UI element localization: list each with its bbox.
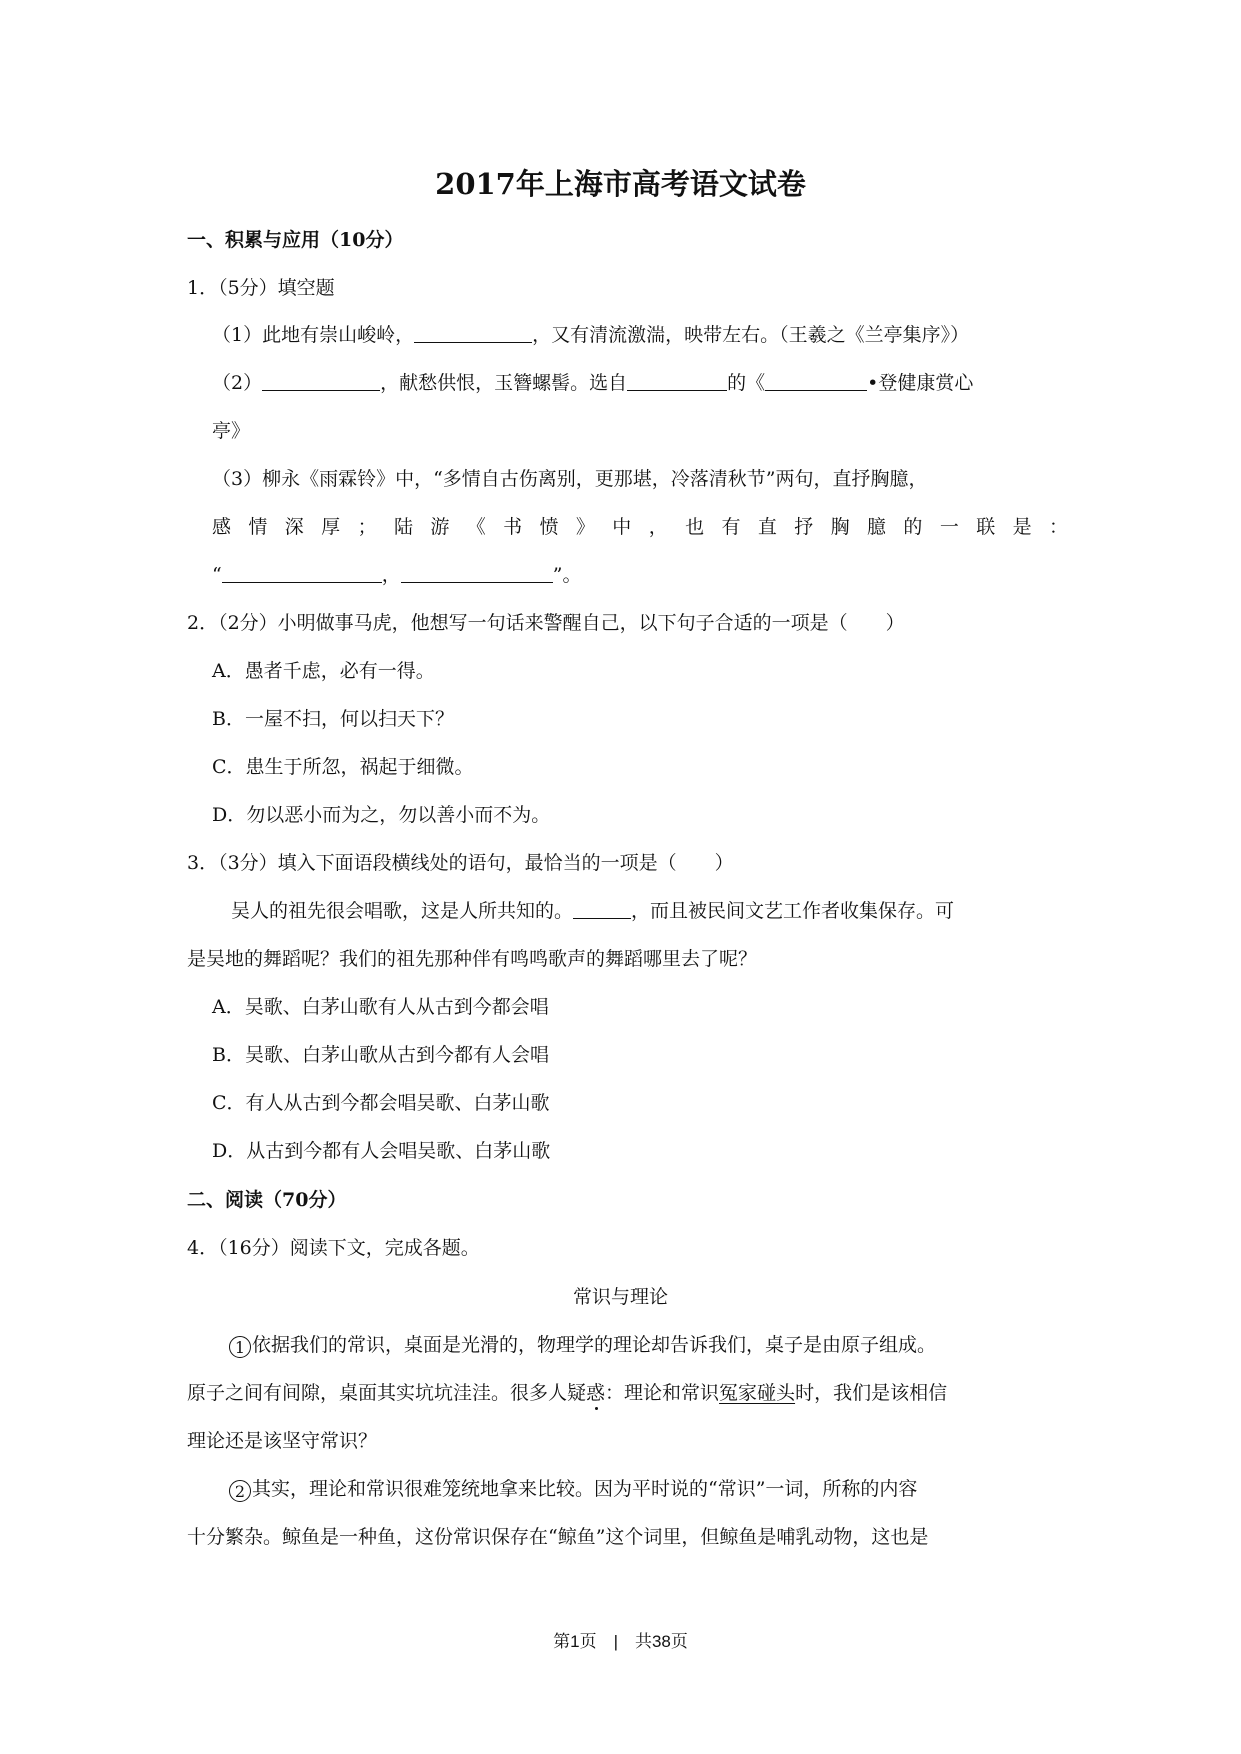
question-1-item-3-justified — [212, 515, 1068, 539]
article-paragraph-2-line-2: 十分繁杂。鲸鱼是一种鱼，这份常识保存在“鲸鱼”这个词里，但鲸鱼是哺乳动物，这也是 — [187, 1526, 929, 1548]
justified-char: 联 — [976, 516, 996, 538]
question-3-option-b[interactable]: B．吴歌、白茅山歌从古到今都有人会唱 — [212, 1044, 549, 1066]
justified-char: 是 — [1012, 516, 1032, 538]
question-3-option-a[interactable]: A．吴歌、白茅山歌有人从古到今都会唱 — [212, 996, 549, 1018]
question-3-option-c[interactable]: C．有人从古到今都会唱吴歌、白茅山歌 — [212, 1092, 550, 1114]
justified-char: 《 — [466, 516, 486, 538]
justified-char: ， — [648, 516, 668, 538]
paragraph-number-1: 1 — [229, 1336, 251, 1358]
justified-char: 》 — [575, 516, 595, 538]
question-3-heading: 3．（3分）填入下面语段横线处的语句，最恰当的一项是（ ） — [187, 852, 734, 874]
justified-char: 胸 — [830, 516, 850, 538]
answer-blank[interactable] — [262, 372, 380, 391]
justified-char: 情 — [248, 516, 268, 538]
justified-char: 的 — [903, 516, 923, 538]
question-2-option-b[interactable]: B．一屋不扫，何以扫天下？ — [212, 708, 454, 730]
question-4-heading: 4．（16分）阅读下文，完成各题。 — [187, 1237, 480, 1259]
justified-char: 一 — [939, 516, 959, 538]
justified-char: 直 — [757, 516, 777, 538]
question-2-option-a[interactable]: A．愚者千虑，必有一得。 — [212, 660, 435, 682]
answer-blank[interactable] — [573, 900, 631, 919]
justified-char: 厚 — [321, 516, 341, 538]
page-footer: 第1页 | 共38页 — [553, 1632, 688, 1651]
section-heading-2: 二、阅读（70分） — [187, 1189, 347, 1211]
section-heading-1: 一、积累与应用（10分） — [187, 229, 404, 251]
justified-char: 抒 — [794, 516, 814, 538]
justified-char: 中 — [612, 516, 632, 538]
justified-char: 愤 — [539, 516, 559, 538]
underlined-phrase: 冤家碰头 — [719, 1382, 796, 1404]
article-paragraph-1-line-1: 1 依据我们的常识，桌面是光滑的，物理学的理论却告诉我们，桌子是由原子组成。 — [229, 1333, 936, 1358]
question-1-item-3-blanks: “ ， ”。 — [212, 564, 582, 586]
question-2-option-c[interactable]: C．患生于所忽，祸起于细微。 — [212, 756, 474, 778]
question-3-option-d[interactable]: D．从古到今都有人会唱吴歌、白茅山歌 — [212, 1140, 551, 1162]
question-1-heading: 1．（5分）填空题 — [187, 277, 335, 299]
justified-char: 感 — [212, 516, 232, 538]
justified-char: 有 — [721, 516, 741, 538]
justified-char: ； — [357, 516, 377, 538]
justified-char: ： — [1048, 516, 1068, 538]
answer-blank[interactable] — [401, 564, 553, 583]
question-3-passage-line-1: 吴人的祖先很会唱歌，这是人所共知的。 ，而且被民间文艺工作者收集保存。可 — [231, 900, 955, 922]
question-1-item-1: （1）此地有崇山峻岭， ，又有清流激湍，映带左右。（王羲之《兰亭集序》） — [212, 324, 970, 346]
article-paragraph-1-line-3: 理论还是该坚守常识？ — [187, 1430, 378, 1452]
article-title: 常识与理论 — [572, 1286, 668, 1308]
answer-blank[interactable] — [765, 372, 867, 391]
question-1-item-3: （3）柳永《雨霖铃》中，“多情自古伤离别，更那堪，冷落清秋节”两句，直抒胸臆， — [212, 468, 928, 490]
justified-char: 深 — [284, 516, 304, 538]
article-paragraph-2-line-1: 2 其实，理论和常识很难笼统地拿来比较。因为平时说的“常识”一词，所称的内容 — [229, 1477, 917, 1502]
justified-char: 书 — [503, 516, 523, 538]
article-paragraph-1-line-2: 原子之间有间隙，桌面其实坑坑洼洼。很多人疑惑：理论和常识冤家碰头时，我们是该相信 — [187, 1382, 948, 1404]
question-1-item-2-cont: 亭》 — [212, 420, 251, 442]
question-2-heading: 2．（2分）小明做事马虎，他想写一句话来警醒自己，以下句子合适的一项是（ ） — [187, 612, 905, 634]
question-3-passage-line-2: 是吴地的舞蹈呢？我们的祖先那种伴有鸣鸣歌声的舞蹈哪里去了呢？ — [187, 948, 758, 970]
question-2-option-d[interactable]: D．勿以恶小而为之，勿以善小而不为。 — [212, 804, 551, 826]
justified-char: 游 — [430, 516, 450, 538]
answer-blank[interactable] — [222, 564, 382, 583]
question-1-item-2: （2） ，献愁供恨，玉簪螺髻。选自 的《 •登健康赏心 — [212, 372, 974, 394]
answer-blank[interactable] — [627, 372, 727, 391]
justified-char: 臆 — [867, 516, 887, 538]
justified-char: 也 — [685, 516, 705, 538]
paragraph-number-2: 2 — [229, 1480, 251, 1502]
justified-char: 陆 — [393, 516, 413, 538]
page-title: 2017年上海市高考语文试卷 — [435, 167, 806, 201]
answer-blank[interactable] — [414, 324, 532, 343]
